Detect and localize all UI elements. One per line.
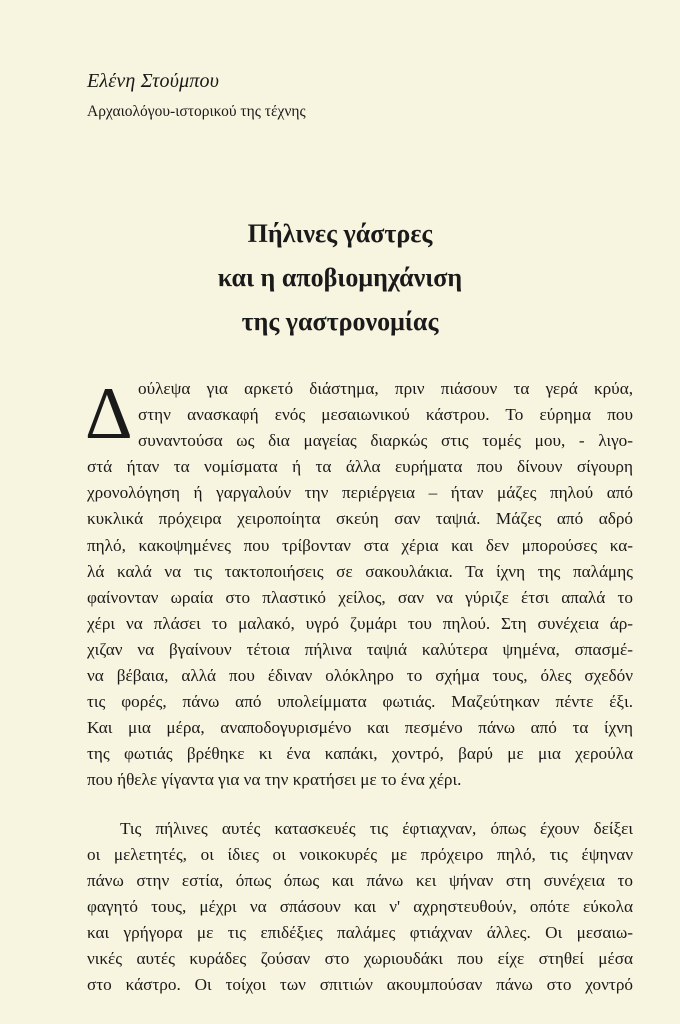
article-title: [0, 212, 680, 344]
text-line: Τις πήλινες αυτές κατασκευές τις έφτιαχναν, όπως έχουν δείξει: [120, 818, 633, 838]
text-line: φαγητό τους, μέχρι να σπάσουν και ν' αχρηστευθούν, οπότε εύκολα: [87, 896, 633, 916]
text-line: στο κάστρο. Οι τοίχοι των σπιτιών ακουμπούσαν πάνω στο χοντρό: [87, 975, 633, 995]
article-body: [85, 373, 633, 998]
text-line: κυκλικά πρόχειρα χειροποίητα σκεύη σαν ταψιά. Μάζες από αδρό: [87, 509, 633, 529]
text-line: Και μια μέρα, αναποδογυρισμένο και πεσμένο πάνω από τα ίχνη: [87, 718, 633, 738]
text-line: φαίνονταν ωραία στο πλαστικό χείλος, σαν να γύριζε έτσι απαλά το: [87, 587, 633, 607]
text-line: νικές αυτές κυράδες ζούσαν στο χωριουδάκι που είχε στηθεί μέσα: [87, 948, 633, 968]
text-line: χρονολόγηση ή γαργαλούν την περιέργεια – ήταν μάζες πηλού από: [87, 483, 633, 503]
text-line: πηλό, κακοψημένες που τρίβονταν στα χέρια και δεν μπορούσες κα-: [87, 535, 633, 555]
paragraph-2: [87, 816, 633, 999]
text-line: λά καλά να τις τακτοποιήσεις σε σακουλάκια. Τα ίχνη της παλάμης: [87, 561, 633, 581]
text-line: χιζαν να βγαίνουν τέτοια πήλινα ταψιά καλύτερα ψημένα, σπασμέ-: [87, 639, 633, 659]
text-line: τις φορές, πάνω από υπολείμματα φωτιάς. Μαζεύτηκαν πέντε έξι.: [87, 692, 633, 712]
text-line: της φωτιάς βρέθηκε κι ένα καπάκι, χοντρό, βαρύ με μια χερούλα: [87, 744, 633, 764]
text-line: να βέβαια, αλλά που έδιναν ολόκληρο το σχήμα τους, όλες σχεδόν: [87, 666, 633, 686]
title-line: Πήλινες γάστρες: [247, 219, 433, 248]
title-line: της γαστρονομίας: [241, 307, 439, 336]
text-line: στά ήταν τα νομίσματα ή τα άλλα ευρήματα που δίνουν σίγουρη: [87, 457, 633, 477]
drop-cap: Δ: [85, 373, 133, 455]
author-role: Αρχαιολόγου-ιστορικού της τέχνης: [87, 103, 306, 120]
title-line: και η αποβιομηχάνιση: [217, 263, 463, 292]
author-name: Ελένη Στούμπου: [87, 70, 220, 92]
text-line: συναντούσα ως δια μαγείας διαρκώς στις τομές μου, - λιγο-: [138, 431, 633, 451]
text-line: ούλεψα για αρκετό διάστημα, πριν πιάσουν τα γερά κρύα,: [138, 379, 633, 398]
text-line: και γρήγορα με τις επιδέξιες παλάμες φτιάχναν άλλες. Οι μεσαιω-: [87, 922, 633, 942]
text-line: που ήθελε γίγαντα για να την κρατήσει με το ένα χέρι.: [87, 770, 462, 790]
text-line: στην ανασκαφή ενός μεσαιωνικού κάστρου. Το εύρημα που: [138, 405, 633, 425]
text-line: χέρι να πλάσει το μαλακό, υγρό ζυμάρι του πηλού. Στη συνέχεια άρ-: [87, 613, 633, 633]
text-line: πάνω στην εστία, όπως όπως και πάνω κει ψήναν στη συνέχεια το: [87, 870, 633, 890]
paragraph-1: [85, 373, 633, 794]
text-line: οι μελετητές, οι ίδιες οι νοικοκυρές με πρόχειρο πηλό, τις έψηναν: [87, 844, 633, 864]
